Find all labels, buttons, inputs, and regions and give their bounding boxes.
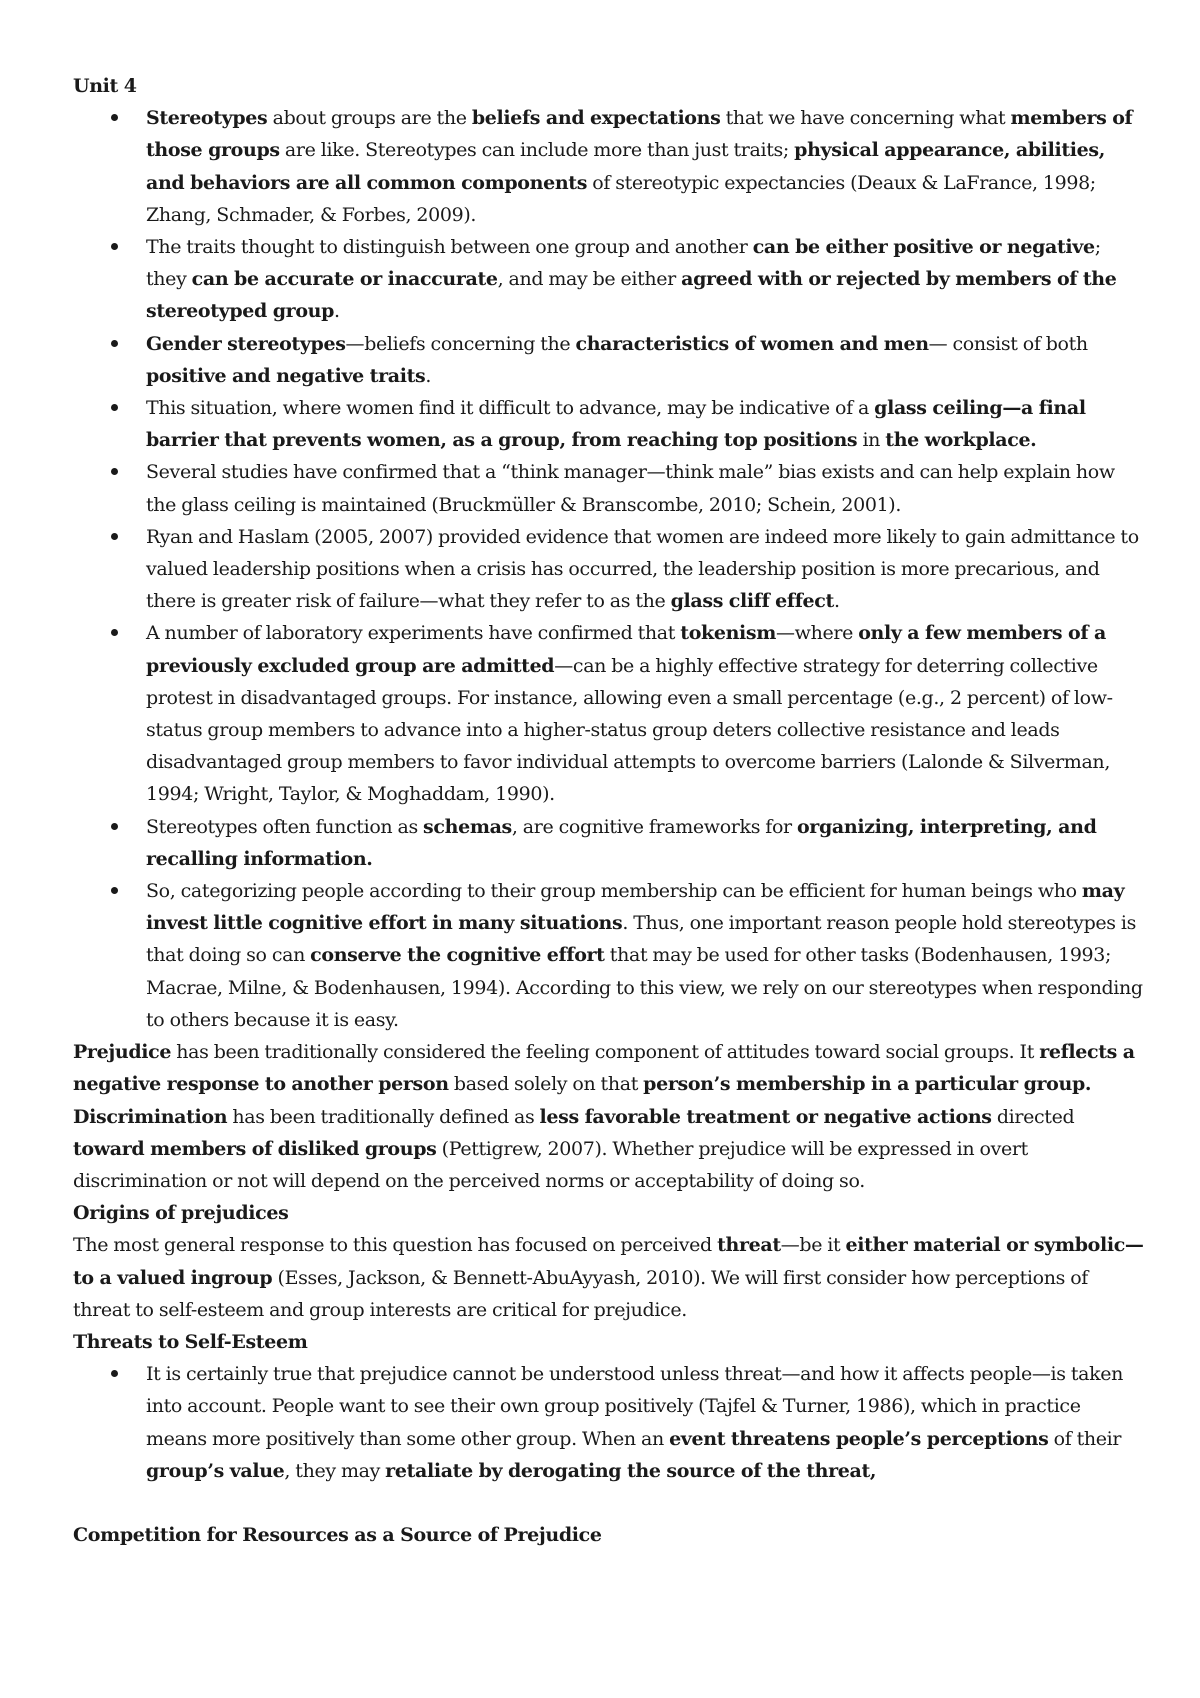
text-run: This situation, where women find it difficult to advance, may be indicative of a — [146, 397, 875, 420]
bold-text-run: conserve the cognitive effort — [310, 944, 605, 967]
bold-text-run: less favorable treatment or negative actions — [539, 1105, 992, 1128]
bold-text-run: beliefs and expectations — [471, 107, 721, 130]
bold-text-run: Gender stereotypes — [146, 332, 346, 355]
bullet-gender-stereotypes — [146, 328, 1145, 392]
bold-text-run: organizing, interpreting, and recalling information. — [146, 815, 1097, 870]
bold-text-run: Stereotypes — [146, 107, 268, 130]
text-run: —where — [776, 622, 859, 645]
document-body — [73, 70, 1145, 1551]
text-run: —can be a highly effective strategy for deterring collective protest in disadvantaged groups. For instance, allowing even a small percentage (e.g., 2 percent) of low-status group members to advance into a higher-status group deters collective resistance and leads disadvantaged group members to favor individual attempts to overcome barriers (Lalonde & Silverman, 1994; Wright, Taylor, & Moghaddam, 1990). — [146, 654, 1113, 806]
bold-text-run: person’s membership in a particular group. — [643, 1073, 1092, 1096]
text-run: in — [857, 429, 886, 452]
text-run: are like. Stereotypes can include more than just traits; — [279, 139, 795, 162]
text-run: (Esses, Jackson, & Bennett-AbuAyyash, 2010). We will first consider how perceptions of threat to self-esteem and group interests are critical for prejudice. — [73, 1266, 1088, 1321]
prejudice-paragraph — [73, 1036, 1145, 1100]
bullet-stereotypes — [146, 102, 1145, 231]
threats-bullet-list — [73, 1358, 1145, 1487]
text-run: ; they — [146, 236, 1101, 291]
bold-text-run: schemas — [423, 815, 512, 838]
unit-title: Unit 4 — [73, 75, 137, 97]
origins-heading: Origins of prejudices — [73, 1202, 289, 1225]
threats-heading: Threats to Self-Esteem — [73, 1330, 308, 1353]
text-run: The traits thought to distinguish between one group and another — [146, 236, 753, 259]
bold-text-run: threat — [717, 1234, 781, 1257]
bold-text-run: group’s value — [146, 1459, 285, 1482]
bold-text-run: can be accurate or inaccurate — [191, 268, 498, 291]
text-run: that we have concerning what — [720, 107, 1011, 130]
text-run: So, categorizing people according to their group membership can be efficient for human beings who — [146, 880, 1082, 903]
bold-text-run: only a few members of a previously excluded group are admitted — [146, 622, 1106, 677]
text-run: . Thus, one important reason people hold stereotypes is that doing so can — [146, 912, 1136, 967]
text-run: Stereotypes often function as — [146, 815, 424, 838]
bold-text-run: event threatens people’s perceptions — [669, 1427, 1049, 1450]
bold-text-run: positive and negative traits — [146, 364, 426, 387]
text-run: Ryan and Haslam (2005, 2007) provided evidence that women are indeed more likely to gain admittance to valued leadership positions when a crisis has occurred, the leadership position is more precarious, and there is greater risk of failure—what they refer to as the — [146, 525, 1139, 613]
bullet-self-esteem-threat — [146, 1358, 1145, 1487]
text-run: directed — [991, 1105, 1075, 1128]
text-run: about groups are the — [267, 107, 472, 130]
text-run: , and may be either — [497, 268, 682, 291]
text-run: based solely on that — [448, 1073, 644, 1096]
text-run: The most general response to this question has focused on perceived — [73, 1234, 718, 1257]
intro-bullet-list — [73, 102, 1145, 1036]
text-run: —be it — [780, 1234, 846, 1257]
bold-text-run: can be either positive or negative — [752, 236, 1095, 259]
bold-text-run: agreed with or rejected by members of the stereotyped group — [146, 268, 1117, 323]
bullet-cognitive-effort — [146, 875, 1145, 1036]
text-run: Several studies have confirmed that a “think manager—think male” bias exists and can help explain how the glass ceiling is maintained (Bruckmüller & Branscombe, 2010; Schein, 2001). — [146, 461, 1115, 516]
text-run: . — [425, 364, 432, 387]
text-run: has been traditionally defined as — [227, 1105, 540, 1128]
bullet-tokenism — [146, 617, 1145, 810]
text-run: A number of laboratory experiments have confirmed that — [146, 622, 681, 645]
bold-text-run: reflects a negative response to another person — [73, 1041, 1135, 1096]
text-run: of stereotypic expectancies (Deaux & LaFrance, 1998; Zhang, Schmader, & Forbes, 2009). — [146, 171, 1096, 226]
bullet-traits — [146, 231, 1145, 328]
bold-text-run: may invest little cognitive effort in many situations — [146, 880, 1125, 935]
bold-text-run: Discrimination — [73, 1105, 228, 1128]
origins-paragraph — [73, 1229, 1145, 1326]
text-run: , are cognitive frameworks for — [511, 815, 797, 838]
text-run: — consist of both — [928, 332, 1088, 355]
text-run: —beliefs concerning the — [345, 332, 576, 355]
bold-text-run: physical appearance, abilities, and behaviors are all common components — [146, 139, 1106, 194]
bold-text-run: glass ceiling—a final barrier that prevents women, as a group, from reaching top positions — [146, 397, 1086, 452]
competition-heading: Competition for Resources as a Source of Prejudice — [73, 1523, 602, 1546]
bold-text-run: either material or symbolic—to a valued ingroup — [73, 1234, 1144, 1289]
text-run: It is certainly true that prejudice cannot be understood unless threat—and how it affects people—is taken into account. People want to see their own group positively (Tajfel & Turner, 1986), which in practice means more positively than some other group. When an — [146, 1363, 1124, 1450]
text-run: (Pettigrew, 2007). Whether prejudice will be expressed in overt discrimination or not will depend on the perceived norms or acceptability of doing so. — [73, 1137, 1028, 1192]
bold-text-run: glass cliff effect — [670, 590, 834, 613]
blank-line — [73, 1487, 1145, 1519]
text-run: . — [334, 300, 340, 323]
text-run: that may be used for other tasks (Bodenhausen, 1993; Macrae, Milne, & Bodenhausen, 1994). According to this view, we rely on our stereotypes when responding to others because it is easy. — [146, 944, 1143, 1031]
bold-text-run: toward members of disliked groups — [73, 1137, 437, 1160]
text-run: . — [833, 590, 840, 613]
bold-text-run: Prejudice — [73, 1041, 172, 1064]
bullet-glass-cliff — [146, 521, 1145, 618]
text-run: , they may — [284, 1459, 386, 1482]
text-run: has been traditionally considered the feeling component of attitudes toward social groups. It — [171, 1041, 1040, 1064]
bullet-think-manager — [146, 456, 1145, 520]
bold-text-run: the workplace. — [885, 429, 1037, 452]
bold-text-run: members of those groups — [146, 107, 1133, 162]
discrimination-paragraph — [73, 1101, 1145, 1198]
bold-text-run: characteristics of women and men — [575, 332, 929, 355]
bold-text-run: tokenism — [680, 622, 777, 645]
text-run: of their — [1048, 1427, 1122, 1450]
bullet-schemas — [146, 811, 1145, 875]
bullet-glass-ceiling — [146, 392, 1145, 456]
bold-text-run: retaliate by derogating the source of the threat, — [385, 1459, 877, 1482]
